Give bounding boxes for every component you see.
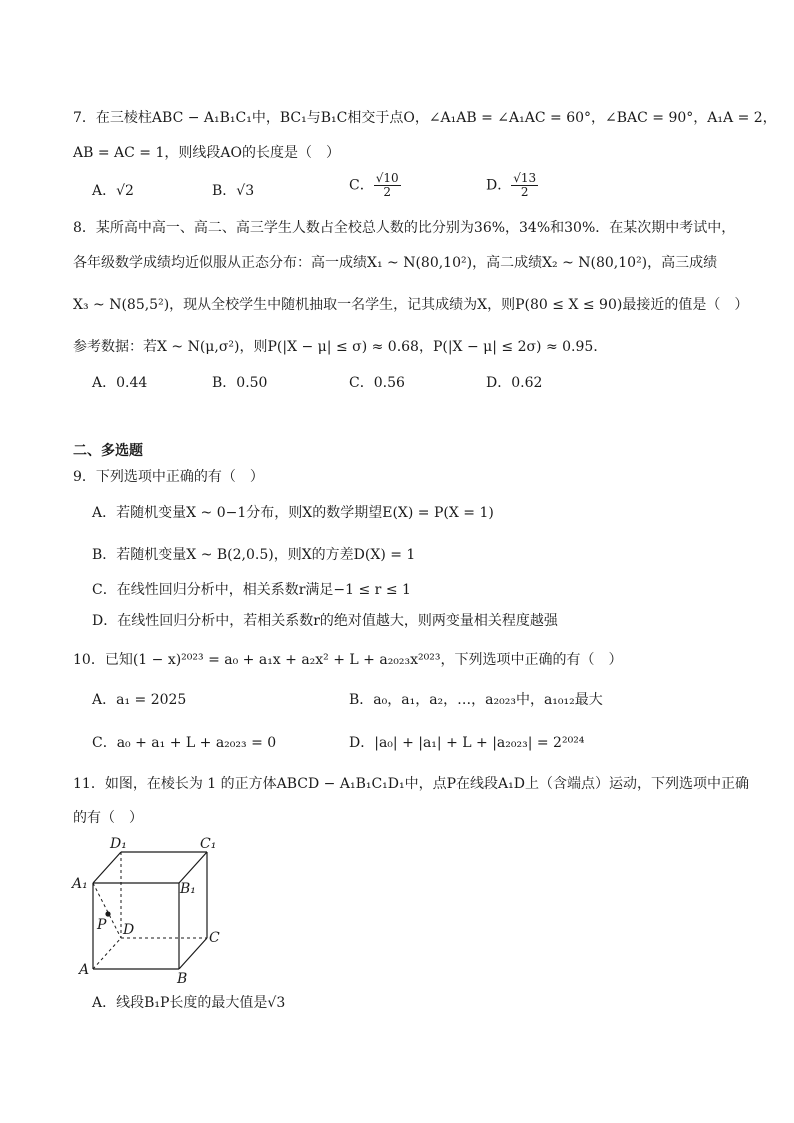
q8-stem-line1: 8．某所高中高一、高二、高三学生人数占全校总人数的比分别为36%，34%和30%．在某次期中考试中， — [73, 220, 736, 236]
q11-option-a: A．线段B₁P长度的最大值是√3 — [92, 995, 286, 1011]
label-c: C — [209, 930, 220, 946]
label-a1: A₁ — [72, 876, 88, 892]
label-p: P — [97, 917, 107, 933]
edge-a1-d1 — [93, 852, 121, 883]
q10-option-b: B．a₀，a₁，a₂，…，a₂₀₂₃中，a₁₀₁₂最大 — [349, 692, 603, 708]
q9-option-d: D．在线性回归分析中，若相关系数r的绝对值越大，则两变量相关程度越强 — [92, 613, 558, 629]
q7-option-a-value: √2 — [116, 183, 134, 199]
label-c1: C₁ — [200, 836, 217, 852]
label-b1: B₁ — [180, 881, 196, 897]
q11-stem-line1: 11．如图，在棱长为 1 的正方体ABCD − A₁B₁C₁D₁中，点P在线段A₁D上（含端点）运动，下列选项中正确 — [73, 776, 749, 792]
q9-option-c: C．在线性回归分析中，相关系数r满足−1 ≤ r ≤ 1 — [92, 582, 411, 598]
edge-c-b — [179, 938, 207, 969]
q10-stem: 10．已知(1 − x)²⁰²³ = a₀ + a₁x + a₂x² + L + a₂₀₂₃x²⁰²³，下列选项中正确的有（ ） — [73, 652, 623, 668]
q10-option-a: A．a₁ = 2025 — [92, 692, 187, 708]
q8-stem-line3: X₃ ~ N(85,5²)，现从全校学生中随机抽取一名学生，记其成绩为X，则P(80 ≤ X ≤ 90)最接近的值是（ ） — [73, 297, 749, 313]
edge-c1-b1 — [179, 852, 207, 883]
q7-option-c-numerator: √10 — [375, 171, 399, 185]
q11-stem-line2: 的有（ ） — [73, 810, 143, 826]
q10-option-c: C．a₀ + a₁ + L + a₂₀₂₃ = 0 — [92, 735, 277, 751]
label-d1: D₁ — [110, 836, 127, 852]
q8-option-b: B．0.50 — [212, 375, 268, 391]
q8-option-a: A．0.44 — [92, 375, 148, 391]
q7-option-b-letter: B． — [212, 183, 237, 199]
q7-option-b-value: √3 — [236, 183, 255, 199]
point-p — [105, 911, 110, 916]
q8-stem-line2: 各年级数学成绩均近似服从正态分布：高一成绩X₁ ~ N(80,10²)，高二成绩X₂ ~ N(80,10²)，高三成绩 — [73, 255, 718, 271]
q7-stem-line2: AB = AC = 1，则线段AO的长度是（ ） — [73, 145, 340, 161]
q7-option-d-denominator: 2 — [520, 185, 529, 199]
label-b: B — [177, 971, 188, 987]
q7-option-a-letter: A． — [92, 183, 117, 199]
q8-option-d: D．0.62 — [486, 375, 543, 391]
section-heading: 二、多选题 — [73, 443, 143, 459]
label-a: A — [79, 962, 90, 978]
label-d: D — [123, 922, 135, 938]
q7-option-c-letter: C． — [349, 177, 374, 194]
q7-option-c-denominator: 2 — [383, 185, 391, 199]
q9-option-b: B．若随机变量X ~ B(2,0.5)，则X的方差D(X) = 1 — [92, 547, 416, 563]
q9-stem: 9．下列选项中正确的有（ ） — [73, 469, 264, 485]
q8-option-c: C．0.56 — [349, 375, 405, 391]
hidden-edge-a-d — [93, 938, 121, 969]
q10-option-d: D．|a₀| + |a₁| + L + |a₂₀₂₃| = 2²⁰²⁴ — [349, 735, 585, 751]
q8-reference-data: 参考数据：若X ~ N(μ,σ²)，则P(|X − μ| ≤ σ) ≈ 0.68，P(|X − μ| ≤ 2σ) ≈ 0.95． — [73, 339, 608, 355]
q7-option-d-numerator: √13 — [513, 171, 537, 185]
q7-option-d-letter: D． — [486, 177, 512, 194]
q9-option-a: A．若随机变量X ~ 0−1分布，则X的数学期望E(X) = P(X = 1) — [92, 505, 494, 521]
q7-stem-line1: 7．在三棱柱ABC − A₁B₁C₁中，BC₁与B₁C相交于点O，∠A₁AB = ∠A₁AC = 60°，∠BAC = 90°，A₁A = 2， — [73, 110, 777, 126]
